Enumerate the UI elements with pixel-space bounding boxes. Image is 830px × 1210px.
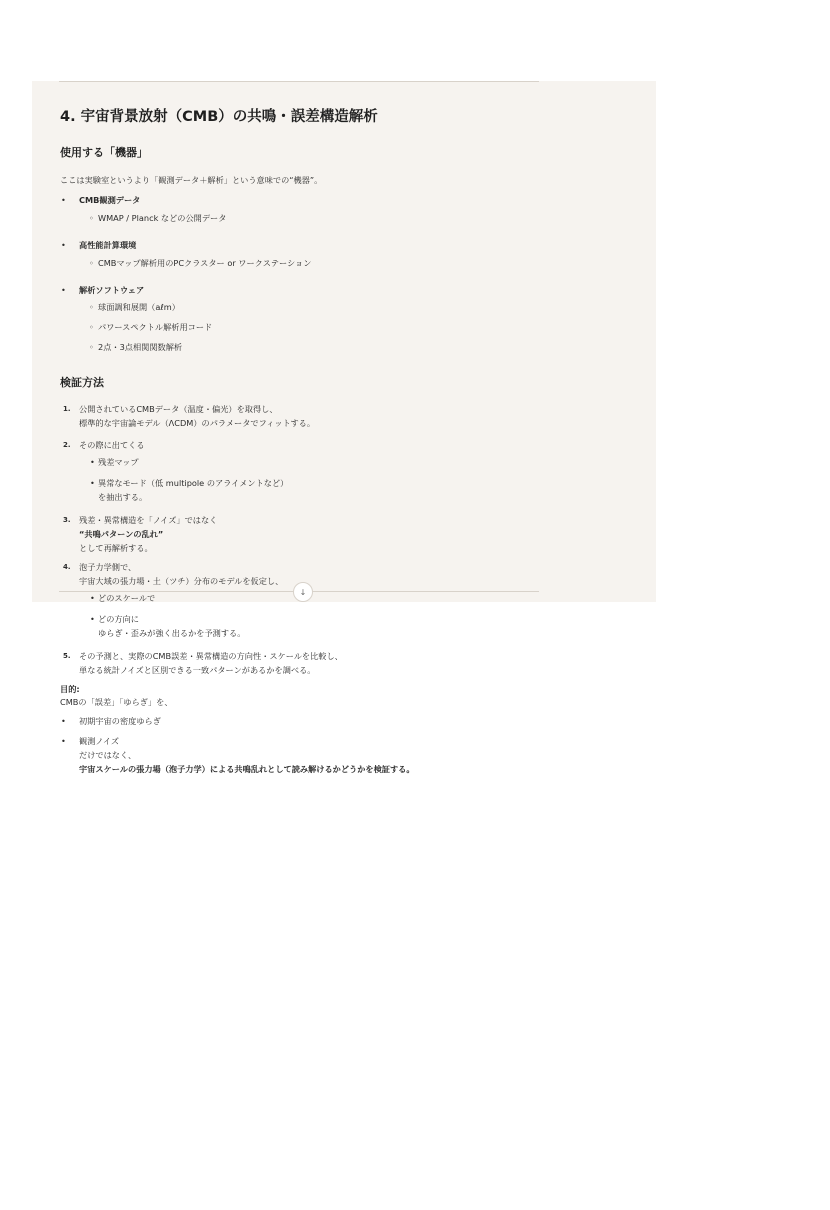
section-heading: 4. 宇宙背景放射（CMB）の共鳴・誤差構造解析 [60,109,378,125]
list-item [60,193,540,207]
list-item: • どの方向に ゆらぎ・歪みが強く出るかを予測する。 [60,612,540,640]
step-item: 3. 残差・異常構造を「ノイズ」ではなく “共鳴パターンの乱れ” として再解析する。 [63,515,218,553]
purpose-line: CMBの「誤差」「ゆらぎ」を、 [60,697,173,707]
list-item: ◦ WMAP / Planck などの公開データ [60,211,540,225]
list-item-label: CMB観測データ [79,195,141,205]
chevron-down-icon: ↓ [299,587,307,597]
instruments-intro: ここは実験室というより「観測データ＋解析」という意味での“機器”。 [60,175,323,185]
list-item: • どのスケールで [60,591,540,605]
method-steps [60,402,540,677]
list-item [60,238,540,252]
purpose-label: 目的: [60,684,80,694]
list-item: ◦ 球面調和展開（aℓm） [60,300,540,314]
instruments-list [60,193,540,354]
list-item: • 残差マップ [60,455,540,469]
document-body [60,105,540,776]
step-item: 4. 泡子力学側で、 宇宙大域の張力場・土（ツチ）分布のモデルを仮定し、 [63,562,284,586]
step-item: 2. その際に出てくる [63,440,145,450]
list-item: ◦ CMBマップ解析用のPCクラスター or ワークステーション [60,256,540,270]
step-item: 5. その予測と、実際のCMB誤差・異常構造の方向性・スケールを比較し、 単なる統計ノイズと区別できる一致パターンがあるかを調べる。 [63,651,343,675]
list-item: • 異常なモード（低 multipole のアライメントなど） を抽出する。 [60,476,540,504]
list-item: ◦ 2点・3点相関関数解析 [60,340,540,354]
list-item-label: 高性能計算環境 [79,240,137,250]
list-item-label: 解析ソフトウェア [79,285,145,295]
purpose-list [60,714,540,776]
step-item: 1. 公開されているCMBデータ（温度・偏光）を取得し、 標準的な宇宙論モデル（ΛCDM）のパラメータでフィットする。 [63,404,316,428]
instruments-title: 使用する「機器」 [60,146,148,159]
method-title: 検証方法 [60,376,104,389]
divider-top [59,81,539,82]
list-item [60,283,540,297]
list-item: • 観測ノイズ だけではなく、 宇宙スケールの張力場（泡子力学）による共鳴乱れとして読み解けるかどうかを検証する。 [60,734,540,776]
list-item: ◦ パワースペクトル解析用コード [60,320,540,334]
scroll-down-button[interactable] [293,582,313,602]
list-item: • 初期宇宙の密度ゆらぎ [60,714,540,728]
